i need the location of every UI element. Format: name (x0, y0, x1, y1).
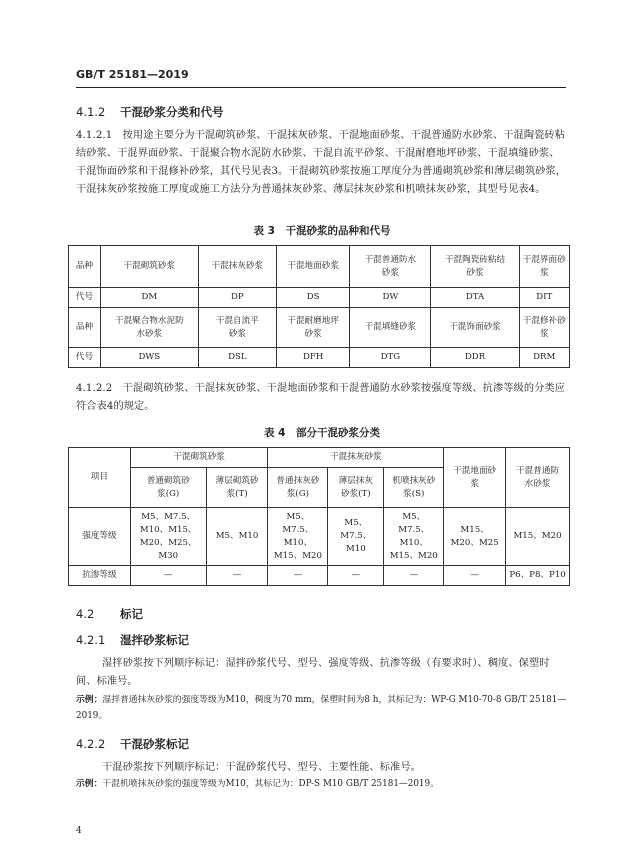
table-cell: 干混自流平砂浆 (198, 308, 276, 348)
table-row (69, 566, 570, 586)
table-row (69, 448, 570, 468)
section-title: 干混砂浆标记 (120, 737, 189, 751)
table-cell: M5、M10 (206, 508, 268, 566)
section-4-1-2-heading (76, 104, 224, 120)
table-cell: M5、M7.5、M10、M15、M20 (268, 508, 328, 566)
table-cell: DW (350, 288, 431, 308)
table-cell: DTG (350, 348, 431, 368)
table-row (69, 508, 570, 566)
table-cell: M15、M20 (506, 508, 570, 566)
table-cell: DP (198, 288, 276, 308)
section-title: 湿拌砂浆标记 (120, 633, 189, 647)
table-cell: DRM (519, 348, 570, 368)
table-cell: 干混界面砂浆 (519, 246, 570, 288)
table-cell: 干混抹灰砂浆 (198, 246, 276, 288)
section-4-2-heading (76, 606, 143, 622)
paragraph-4-2-1: 湿拌砂浆按下列顺序标记：湿拌砂浆代号、型号、强度等级、抗渗等级（有要求时）、稠度、保塑时间、标准号。 (76, 658, 550, 687)
table-cell: 代号 (69, 288, 101, 308)
example-text: 干混机喷抹灰砂浆的强度等级为M10，其标记为：DP-S M10 GB/T 25181—2019。 (102, 779, 439, 789)
standard-code: GB/T 25181—2019 (76, 68, 189, 81)
table-cell: M5、M7.5、M10、M15、M20、M25、M30 (130, 508, 206, 566)
table-cell: M15、M20、M25 (444, 508, 506, 566)
table-3 (68, 245, 570, 368)
table-cell: 干混地面砂浆 (277, 246, 350, 288)
table-cell: 干混聚合物水泥防水砂浆 (101, 308, 199, 348)
table-cell: M5、M7.5、M10、M15、M20 (384, 508, 444, 566)
table-cell: 干混耐磨地坪砂浆 (277, 308, 350, 348)
example-text: 湿拌普通抹灰砂浆的强度等级为M10，稠度为70 mm，保塑时间为8 h，其标记为：WP-G M10-70-8 GB/T 25181—2019。 (76, 695, 567, 721)
table-subheader: 普通抹灰砂浆(G) (268, 468, 328, 508)
example-label: 示例： (76, 695, 103, 705)
table-cell: 干混砌筑砂浆 (101, 246, 199, 288)
table-row (69, 308, 570, 348)
table-row-label: 强度等级 (69, 508, 131, 566)
table-header-item: 项目 (69, 448, 131, 508)
table-row (69, 288, 570, 308)
table-subheader: 薄层砌筑砂浆(T) (206, 468, 268, 508)
table-cell: 干混修补砂浆 (519, 308, 570, 348)
paragraph-4-2-2: 干混砂浆按下列顺序标记：干混砂浆代号、型号、主要性能、标准号。 (102, 762, 421, 773)
section-title: 标记 (120, 607, 143, 621)
table-4 (68, 447, 570, 586)
table-cell: 代号 (69, 348, 101, 368)
table-cell: 干混普通防水砂浆 (350, 246, 431, 288)
table-cell: — (384, 566, 444, 586)
table-cell: — (444, 566, 506, 586)
example-label: 示例： (76, 779, 103, 789)
table-cell: 品种 (69, 308, 101, 348)
table-cell: — (328, 566, 384, 586)
table-header-waterproof: 干混普通防水砂浆 (506, 448, 570, 508)
table-cell: DWS (101, 348, 199, 368)
table-cell: DFH (277, 348, 350, 368)
example-1 (76, 692, 570, 724)
section-4-2-2-heading (76, 736, 189, 752)
section-title: 干混砂浆分类和代号 (120, 105, 224, 119)
table-cell: DDR (431, 348, 519, 368)
table-header-masonry: 干混砌筑砂浆 (130, 448, 268, 468)
table-subheader: 机喷抹灰砂浆(S) (384, 468, 444, 508)
section-number: 4.2 (76, 607, 95, 621)
paragraph-4-1-2-1: 4.1.2.1 按用途主要分为干混砌筑砂浆、干混抹灰砂浆、干混地面砂浆、干混普通防水砂浆、干混陶瓷砖粘结砂浆、干混界面砂浆、干混聚合物水泥防水砂浆、干混自流平砂浆、干混耐磨地坪砂浆、干混填缝砂浆、干混饰面砂浆和干混修补砂浆，其代号见表3。干混砌筑砂浆按施工厚度分为普通砌筑砂浆和薄层砌筑砂浆，干混抹灰砂浆按施工厚度或施工方法分为普通抹灰砂浆、薄层抹灰砂浆和机喷抹灰砂浆，其型号见表4。 (76, 130, 567, 195)
table-cell: 干混填缝砂浆 (350, 308, 431, 348)
table-cell: — (130, 566, 206, 586)
table-row (69, 246, 570, 288)
section-number: 4.1.2 (76, 105, 106, 119)
table-cell: DIT (519, 288, 570, 308)
table-subheader: 普通砌筑砂浆(G) (130, 468, 206, 508)
section-number: 4.2.1 (76, 633, 106, 647)
table-row (69, 348, 570, 368)
table-cell: 干混饰面砂浆 (431, 308, 519, 348)
table-cell: 品种 (69, 246, 101, 288)
section-4-2-1-heading (76, 632, 189, 648)
section-number: 4.2.2 (76, 737, 106, 751)
table-4-caption: 表 4 部分干混砂浆分类 (264, 427, 380, 439)
table-header-floor: 干混地面砂浆 (444, 448, 506, 508)
header-rule (76, 87, 566, 88)
table-header-plaster: 干混抹灰砂浆 (268, 448, 444, 468)
table-row-label: 抗渗等级 (69, 566, 131, 586)
table-cell: DM (101, 288, 199, 308)
table-cell: — (268, 566, 328, 586)
table-cell: M5、M7.5、M10 (328, 508, 384, 566)
page-number: 4 (76, 826, 82, 836)
table-cell: DS (277, 288, 350, 308)
table-cell: 干混陶瓷砖粘结砂浆 (431, 246, 519, 288)
table-3-caption: 表 3 干混砂浆的品种和代号 (253, 225, 391, 237)
table-subheader: 薄层抹灰砂浆(T) (328, 468, 384, 508)
table-cell: DTA (431, 288, 519, 308)
table-cell: DSL (198, 348, 276, 368)
table-cell: — (206, 566, 268, 586)
paragraph-4-1-2-2: 4.1.2.2 干混砌筑砂浆、干混抹灰砂浆、干混地面砂浆和干混普通防水砂浆按强度等级、抗渗等级的分类应符合表4的规定。 (76, 383, 565, 412)
example-2 (76, 776, 570, 792)
table-cell: P6、P8、P10 (506, 566, 570, 586)
